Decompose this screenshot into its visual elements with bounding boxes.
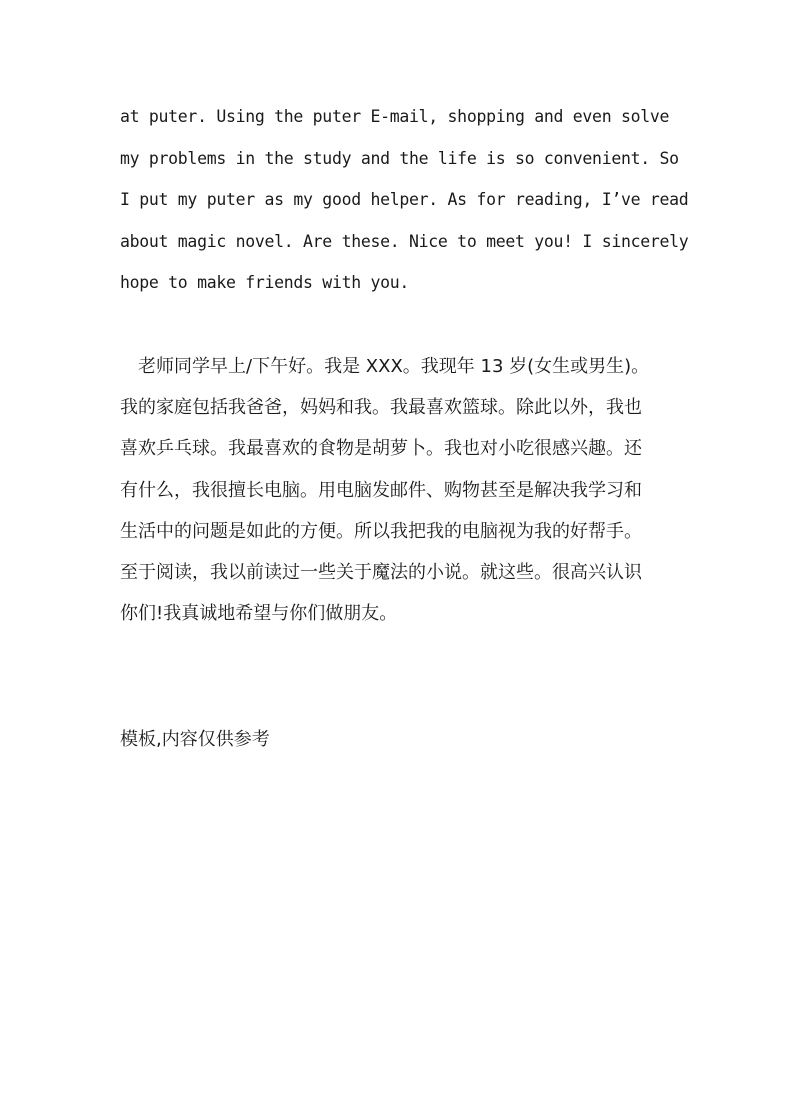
footer-note: 模板,内容仅供参考 (120, 729, 270, 750)
english-line-4: about magic novel. Are these. Nice to meet you! I sincerely (120, 232, 689, 251)
chinese-line-6: 至于阅读，我以前读过一些关于魔法的小说。就这些。很高兴认识 (120, 562, 642, 583)
english-line-5: hope to make friends with you. (120, 273, 410, 292)
english-line-1: at puter. Using the puter E-mail, shopping and even solve (120, 107, 670, 126)
chinese-line-3: 喜欢乒乓球。我最喜欢的食物是胡萝卜。我也对小吃很感兴趣。还 (120, 438, 642, 459)
english-line-3: I put my puter as my good helper. As for reading, I’ve read (120, 190, 689, 209)
chinese-line-5: 生活中的问题是如此的方便。所以我把我的电脑视为我的好帮手。 (120, 521, 642, 542)
chinese-line-7: 你们!我真诚地希望与你们做朋友。 (120, 603, 398, 624)
chinese-line-2: 我的家庭包括我爸爸，妈妈和我。我最喜欢篮球。除此以外，我也 (120, 397, 642, 418)
chinese-line-1: 老师同学早上/下午好。我是 XXX。我现年 13 岁(女生或男生)。 (120, 356, 650, 377)
english-line-2: my problems in the study and the life is so convenient. So (120, 149, 679, 168)
chinese-line-4: 有什么，我很擅长电脑。用电脑发邮件、购物甚至是解决我学习和 (120, 480, 642, 501)
